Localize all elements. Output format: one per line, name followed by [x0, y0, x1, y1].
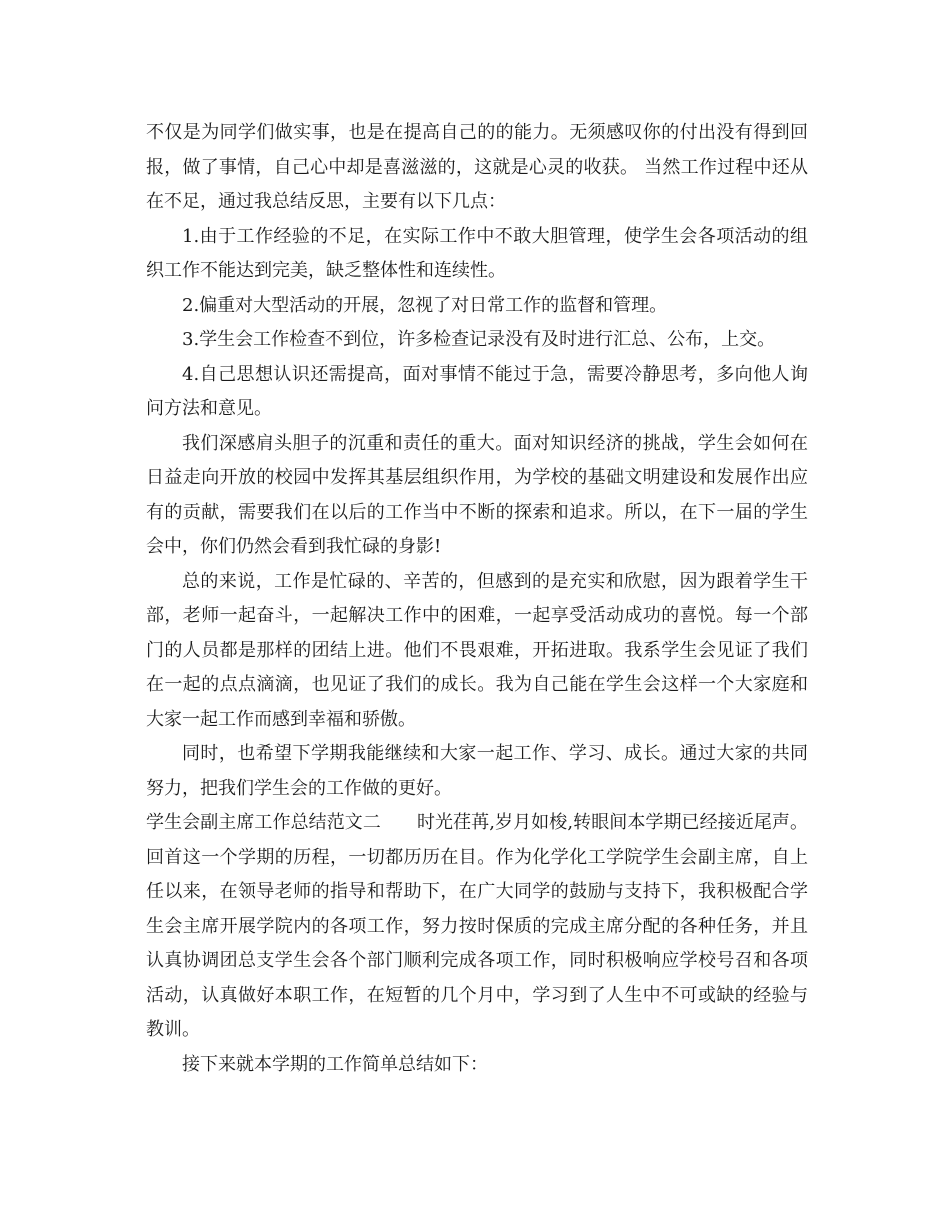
paragraph-item-3: 3.学生会工作检查不到位，许多检查记录没有及时进行汇总、公布，上交。 — [182, 329, 776, 350]
document-page — [146, 116, 808, 1082]
paragraph-item-1: 1.由于工作经验的不足，在实际工作中不敢大胆管理，使学生会各项活动的组织工作不能达到完美，缺乏整体性和连续性。 — [146, 225, 808, 281]
paragraph-item-4: 4.自己思想认识还需提高，面对事情不能过于急，需要冷静思考，多向他人询问方法和意见。 — [146, 363, 808, 419]
section-two — [146, 806, 808, 1048]
section-title: 学生会副主席工作总结范文二 — [146, 812, 381, 833]
paragraph-1: 不仅是为同学们做实事，也是在提高自己的的能力。无须感叹你的付出没有得到回报，做了事情，自己心中却是喜滋滋的，这就是心灵的收获。 当然工作过程中还从在不足，通过我总结反思，主要有以下几点： — [146, 122, 808, 212]
paragraph-item-2: 2.偏重对大型活动的开展，忽视了对日常工作的监督和管理。 — [182, 294, 668, 316]
paragraph-closing: 接下来就本学期的工作简单总结如下： — [182, 1053, 488, 1075]
paragraph-responsibility: 我们深感肩头胆子的沉重和责任的重大。面对知识经济的挑战，学生会如何在日益走向开放的校园中发挥其基层组织作用，为学校的基础文明建设和发展作出应有的贡献，需要我们在以后的工作当中不断的探索和追求。所以，在下一届的学生会中，你们仍然会看到我忙碌的身影! — [146, 432, 808, 557]
paragraph-hope: 同时，也希望下学期我能继续和大家一起工作、学习、成长。通过大家的共同努力，把我们学生会的工作做的更好。 — [146, 743, 808, 799]
paragraph-summary: 总的来说，工作是忙碌的、辛苦的，但感到的是充实和欣慰，因为跟着学生干部，老师一起奋斗，一起解决工作中的困难，一起享受活动成功的喜悦。每一个部门的人员都是那样的团结上进。他们不畏艰难，开拓进取。我系学生会见证了我们在一起的点点滴滴，也见证了我们的成长。我为自己能在学生会这样一个大家庭和大家一起工作而感到幸福和骄傲。 — [146, 570, 808, 730]
section-intro: 时光荏苒,岁月如梭,转眼间本学期已经接近尾声。回首这一个学期的历程，一切都历历在目。作为化学化工学院学生会副主席，自上任以来，在领导老师的指导和帮助下，在广大同学的鼓励与支持下，我积极配合学生会主席开展学院内的各项工作，努力按时保质的完成主席分配的各种任务，并且认真协调团总支学生会各个部门顺利完成各项工作，同时积极响应学校号召和各项活动，认真做好本职工作，在短暂的几个月中，学习到了人生中不可或缺的经验与教训。 — [146, 812, 808, 1040]
